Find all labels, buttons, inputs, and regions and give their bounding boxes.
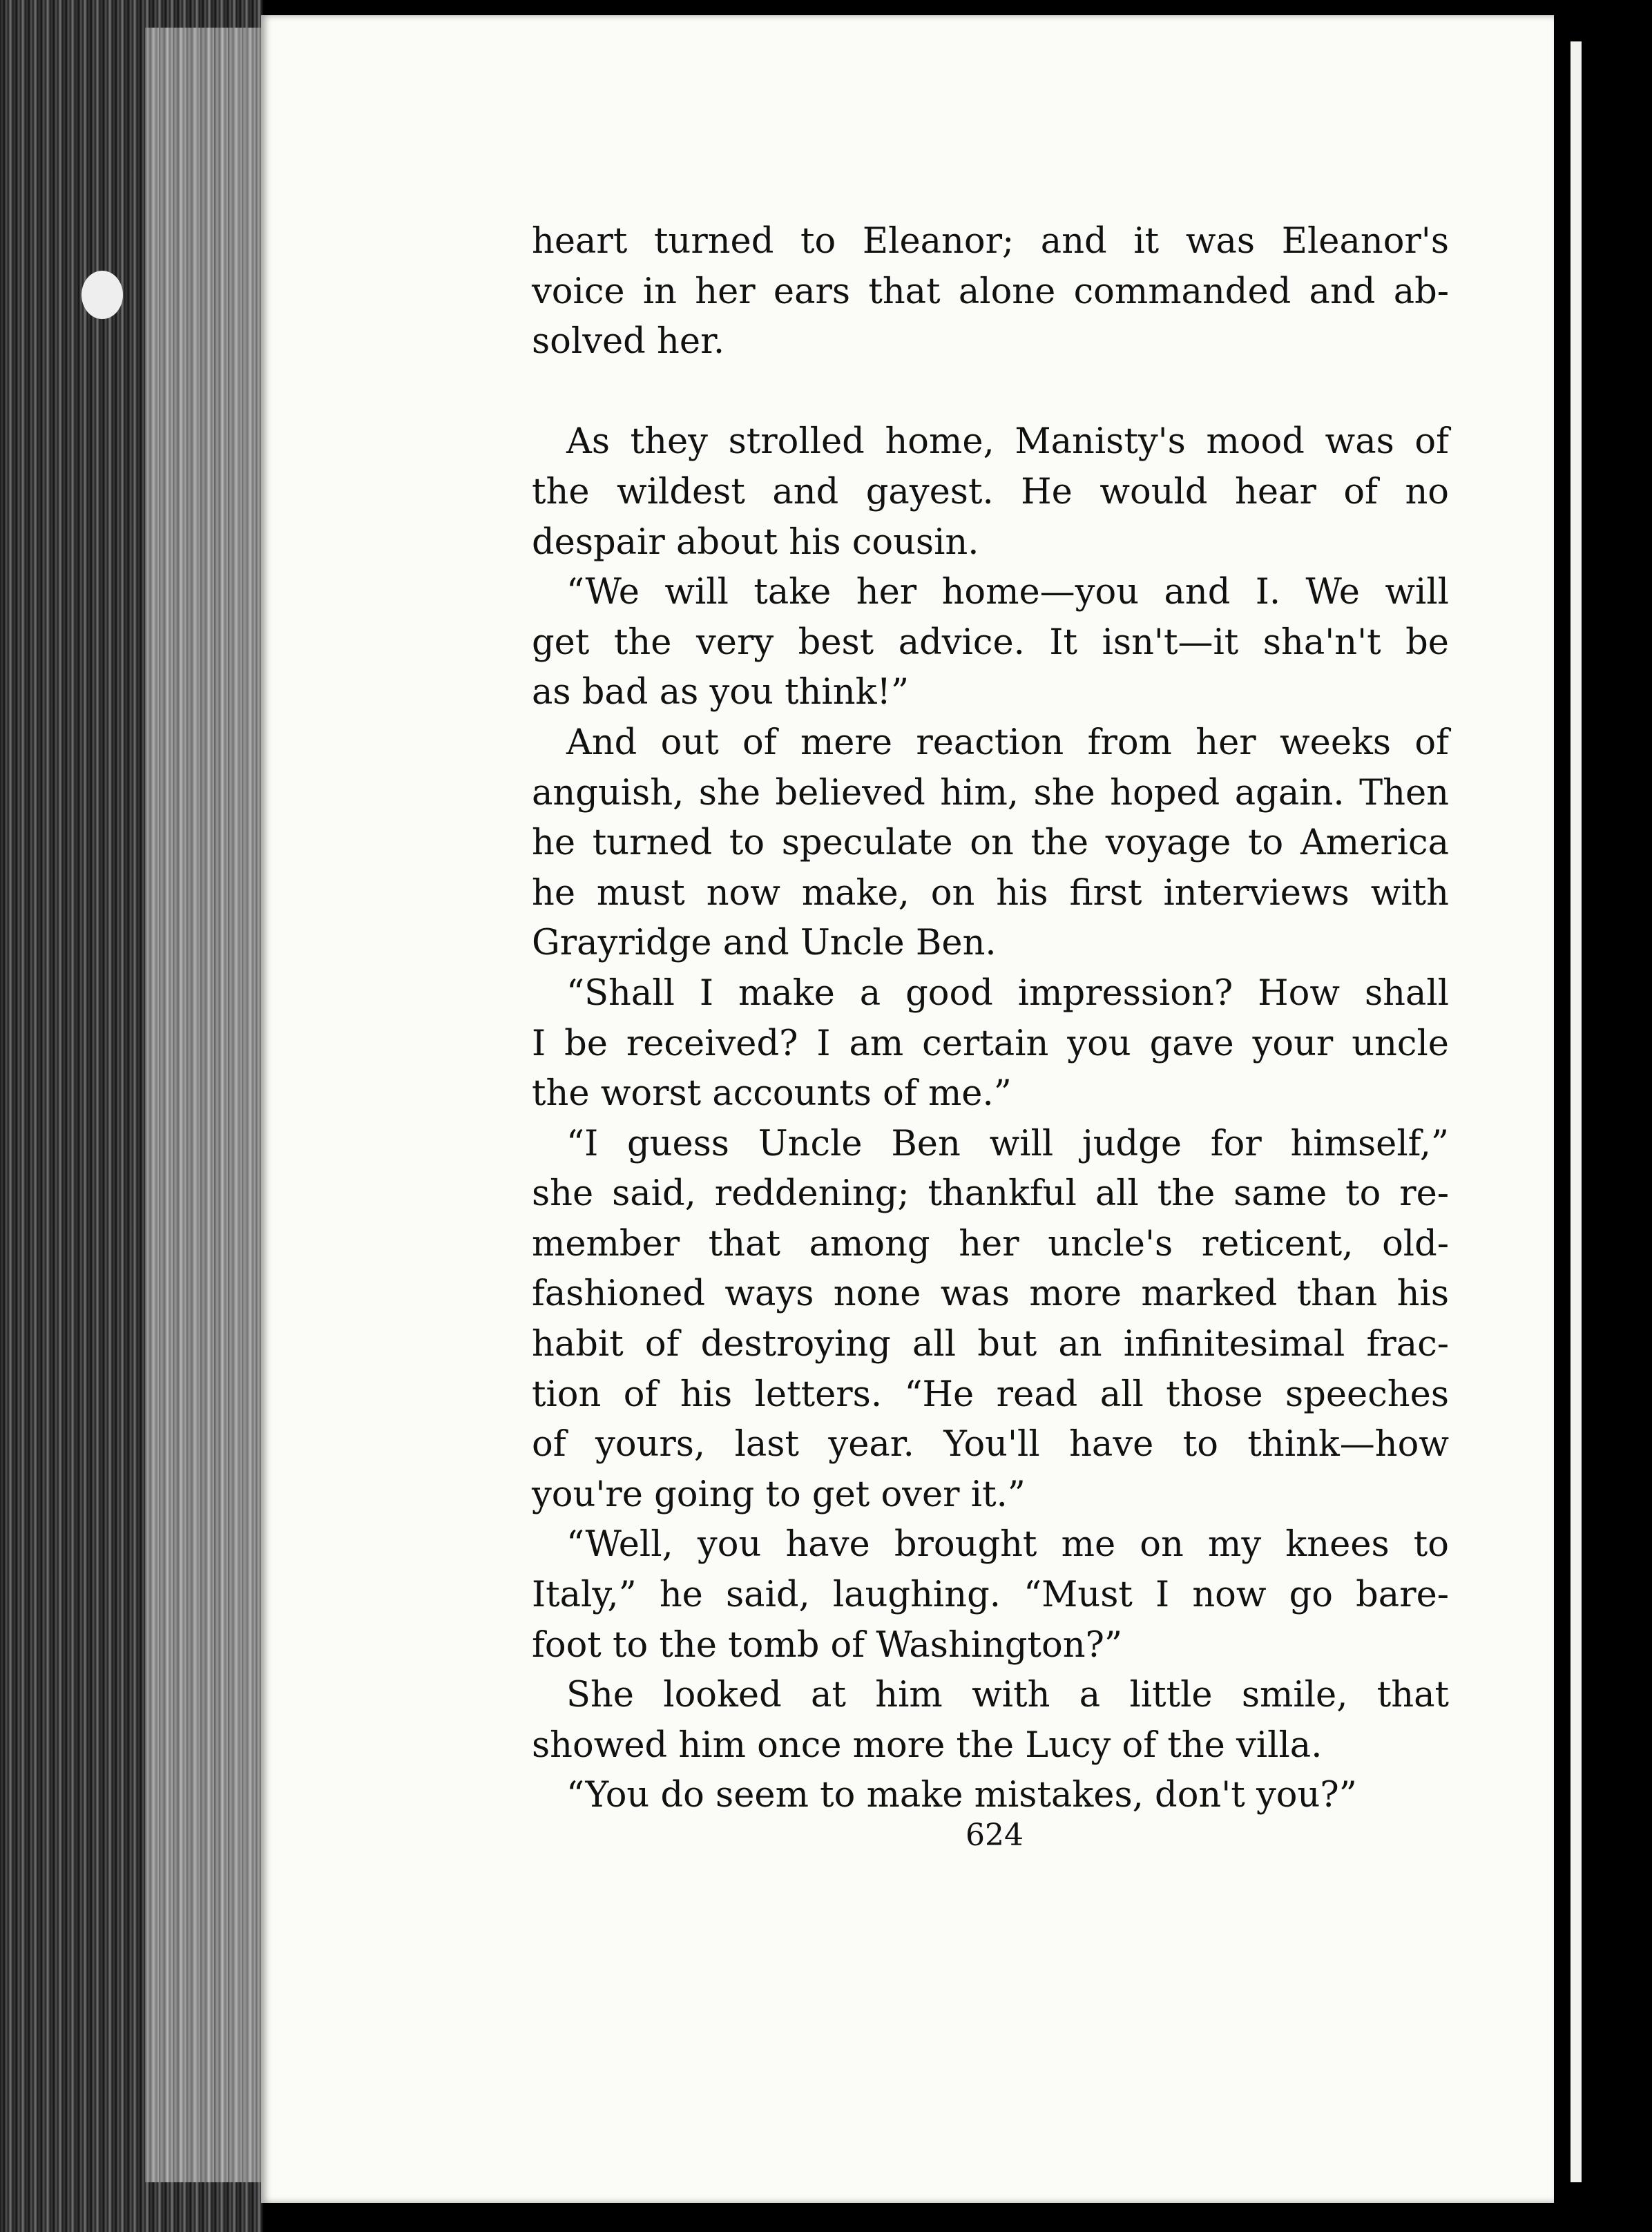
- text-line: As they strolled home, Manisty's mood was of: [566, 421, 1449, 463]
- scan-border-right: [1554, 0, 1652, 2232]
- text-line: heart turned to Eleanor; and it was Eleanor's: [532, 221, 1449, 262]
- text-line: as bad as you think!”: [532, 672, 910, 713]
- text-line: of yours, last year. You'll have to think—how: [532, 1424, 1449, 1465]
- text-line: you're going to get over it.”: [532, 1474, 1026, 1515]
- text-line: solved her.: [532, 321, 725, 363]
- text-line: get the very best advice. It isn't—it sha'n't be: [532, 622, 1449, 663]
- text-line: Italy,” he said, laughing. “Must I now go bare-: [532, 1575, 1449, 1616]
- book-page-edges-highlight: [145, 28, 262, 2182]
- text-line: “I guess Uncle Ben will judge for himself,”: [566, 1123, 1449, 1164]
- text-line: I be received? I am certain you gave your uncle: [532, 1023, 1449, 1064]
- text-line: foot to the tomb of Washington?”: [532, 1624, 1123, 1666]
- text-line: “Shall I make a good impression? How shall: [566, 972, 1449, 1014]
- text-line: despair about his cousin.: [532, 521, 979, 563]
- text-line: fashioned ways none was more marked than his: [532, 1273, 1449, 1315]
- text-line: he must now make, on his first interviews with: [532, 872, 1449, 914]
- text-line: And out of mere reaction from her weeks of: [566, 722, 1449, 763]
- text-line: voice in her ears that alone commanded and ab-: [532, 271, 1449, 312]
- text-line: “We will take her home—you and I. We will: [566, 572, 1449, 613]
- page-body-text: [532, 217, 1449, 1821]
- text-line: the worst accounts of me.”: [532, 1073, 1012, 1115]
- text-line: he turned to speculate on the voyage to America: [532, 822, 1449, 864]
- text-line: She looked at him with a little smile, that: [566, 1675, 1449, 1716]
- text-line: Grayridge and Uncle Ben.: [532, 923, 997, 964]
- text-line: “You do seem to make mistakes, don't you?”: [566, 1775, 1357, 1816]
- text-line: tion of his letters. “He read all those speeches: [532, 1374, 1449, 1415]
- text-line: showed him once more the Lucy of the villa.: [532, 1724, 1323, 1766]
- text-line: member that among her uncle's reticent, old-: [532, 1223, 1449, 1264]
- page-number: 624: [966, 1818, 1024, 1853]
- text-line: anguish, she believed him, she hoped again. Then: [532, 772, 1449, 814]
- paper-blemish: [81, 271, 123, 319]
- text-line: “Well, you have brought me on my knees to: [566, 1524, 1449, 1566]
- paragraph-gap: [532, 367, 1449, 418]
- text-line: the wildest and gayest. He would hear of no: [532, 471, 1449, 512]
- text-line: habit of destroying all but an infinitesimal frac-: [532, 1324, 1449, 1365]
- text-line: she said, reddening; thankful all the same to re-: [532, 1173, 1449, 1215]
- facing-page-sliver: [1571, 41, 1582, 2182]
